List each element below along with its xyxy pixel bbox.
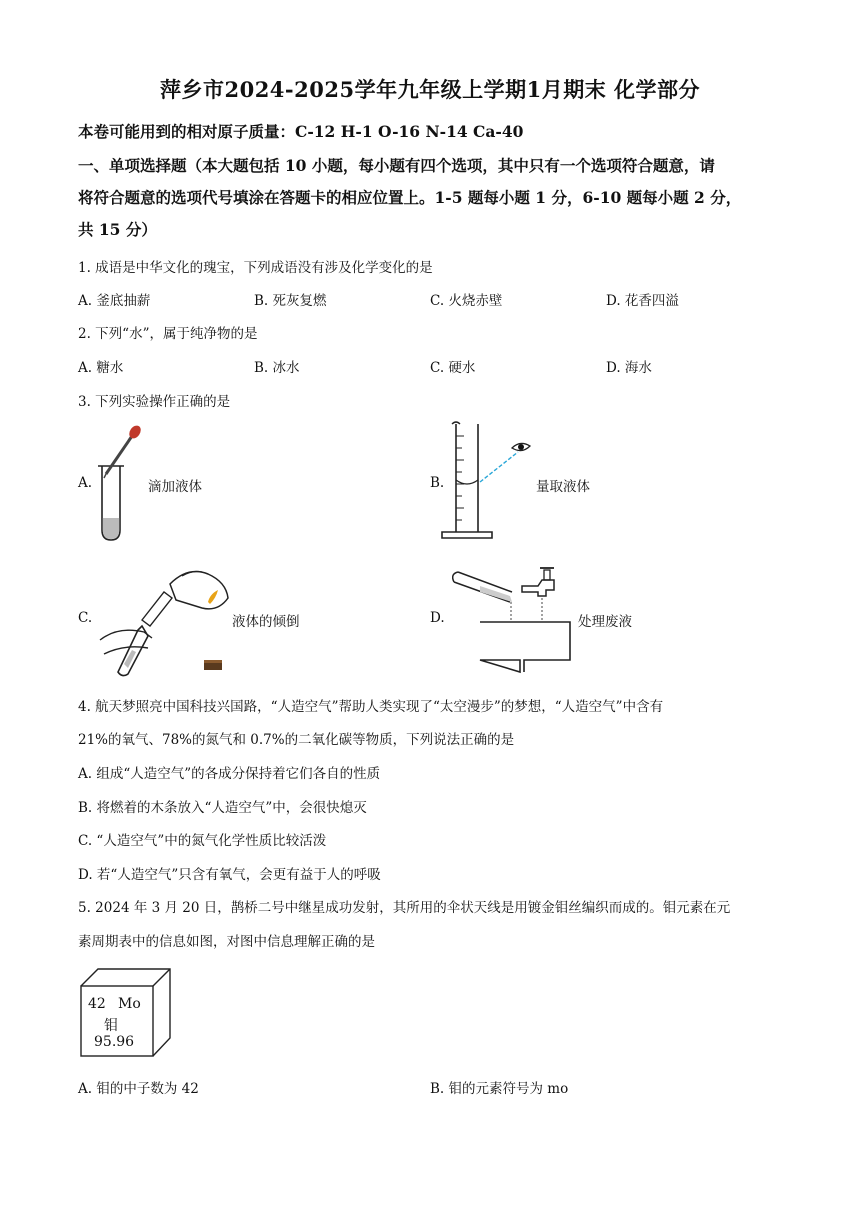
section1-line3: 共 15 分）	[78, 220, 157, 239]
dropper-test-tube-figure	[96, 422, 156, 542]
q2-option-b: B. 冰水	[254, 360, 300, 376]
q4-option-d: D. 若“人造空气”只含有氧气，会更有益于人的呼吸	[78, 867, 381, 883]
waste-liquid-sink-figure	[450, 560, 580, 676]
q3-d-label: D.	[430, 610, 445, 626]
q2-option-a: A. 糖水	[78, 360, 124, 376]
element-symbol: Mo	[118, 996, 141, 1012]
q5-option-b: B. 钼的元素符号为 mo	[430, 1081, 569, 1097]
q3-a-caption: 滴加液体	[148, 479, 202, 495]
pouring-liquid-figure	[98, 562, 238, 678]
q3-stem: 3. 下列实验操作正确的是	[78, 394, 231, 410]
q3-d-caption: 处理废液	[578, 614, 632, 630]
q1-option-d: D. 花香四溢	[606, 293, 679, 309]
q1-stem: 1. 成语是中华文化的瑰宝，下列成语没有涉及化学变化的是	[78, 260, 433, 276]
element-name: 钼	[104, 1018, 118, 1034]
sight-line	[480, 452, 518, 482]
q5-option-a: A. 钼的中子数为 42	[78, 1081, 199, 1097]
q2-option-d: D. 海水	[606, 360, 652, 376]
graduated-cylinder-figure	[440, 420, 540, 550]
flame-icon	[208, 590, 218, 604]
section1-line2: 将符合题意的选项代号填涂在答题卡的相应位置上。1-5 题每小题 1 分，6-10 题每小题 2 分，	[78, 188, 742, 207]
q3-a-label: A.	[78, 475, 93, 491]
atomic-masses: 本卷可能用到的相对原子质量：C-12 H-1 O-16 N-14 Ca-40	[78, 122, 524, 141]
q3-c-label: C.	[78, 610, 93, 626]
q4-option-b: B. 将燃着的木条放入“人造空气”中，会很快熄灭	[78, 800, 367, 816]
element-number: 42	[88, 996, 106, 1012]
q1-option-a: A. 釜底抽薪	[78, 293, 151, 309]
element-mass: 95.96	[94, 1034, 135, 1050]
q1-option-b: B. 死灰复燃	[254, 293, 327, 309]
section1-line1: 一、单项选择题（本大题包括 10 小题，每小题有四个选项，其中只有一个选项符合题意，请	[78, 156, 715, 175]
q3-c-caption: 液体的倾倒	[232, 614, 300, 630]
q3-b-label: B.	[430, 475, 445, 491]
q1-option-c: C. 火烧赤壁	[430, 293, 503, 309]
q2-stem: 2. 下列“水”，属于纯净物的是	[78, 326, 258, 342]
q2-option-c: C. 硬水	[430, 360, 476, 376]
q4-stem-line2: 21%的氧气、78%的氮气和 0.7%的二氧化碳等物质，下列说法正确的是	[78, 732, 515, 748]
q4-stem-line1: 4. 航天梦照亮中国科技兴国路，“人造空气”帮助人类实现了“太空漫步”的梦想，“人造空气”中含有	[78, 699, 664, 715]
q3-b-caption: 量取液体	[536, 479, 590, 495]
q5-stem-line1: 5. 2024 年 3 月 20 日，鹊桥二号中继星成功发射，其所用的伞状天线是用镀金钼丝编织而成的。钼元素在元	[78, 900, 731, 916]
page-title: 萍乡市2024-2025学年九年级上学期1月期末 化学部分	[159, 77, 701, 102]
q4-option-a: A. 组成“人造空气”的各成分保持着它们各自的性质	[78, 766, 381, 782]
q4-option-c: C. “人造空气”中的氮气化学性质比较活泼	[78, 833, 327, 849]
q5-stem-line2: 素周期表中的信息如图，对图中信息理解正确的是	[78, 934, 375, 950]
